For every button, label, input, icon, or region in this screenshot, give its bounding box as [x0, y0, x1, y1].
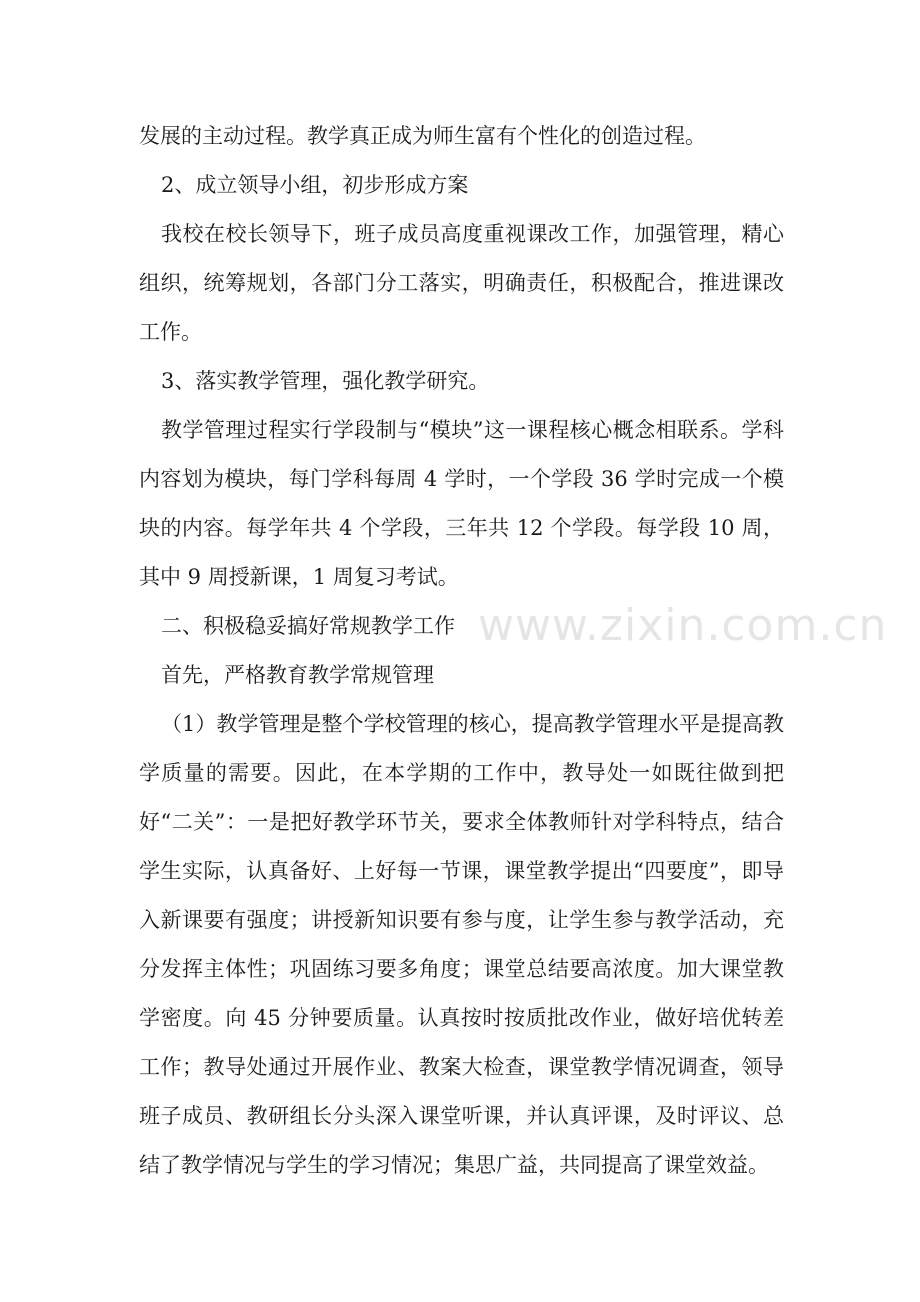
subheading-strict-management: 首先，严格教育教学常规管理: [161, 663, 434, 687]
paragraph: 教学管理过程实行学段制与“模块”这一课程核心概念相联系。学科内容划为模块，每门学科每周 4 学时，一个学段 36 学时完成一个模块的内容。每学年共 4 个学段，三年共 12 个学段。每学段 10 周，其中 9 周授新课，1 周复习考试。: [139, 418, 784, 589]
heading-teaching-management: 3、落实教学管理，强化教学研究。: [161, 369, 490, 393]
body-text: [139, 112, 784, 1190]
heading-establish-leadership-group: 2、成立领导小组，初步形成方案: [161, 173, 469, 197]
paragraph: 发展的主动过程。教学真正成为师生富有个性化的创造过程。: [139, 124, 706, 148]
watermark: www.zixin.com.cn: [478, 600, 888, 651]
paragraph: 我校在校长领导下，班子成员高度重视课改工作，加强管理，精心组织，统筹规划，各部门分工落实，明确责任，积极配合，推进课改工作。: [139, 222, 784, 344]
paragraph: （1）教学管理是整个学校管理的核心，提高教学管理水平是提高教学质量的需要。因此，在本学期的工作中，教导处一如既往做到把好“二关”：一是把好教学环节关，要求全体教师针对学科特点，结合学生实际，认真备好、上好每一节课，课堂教学提出“四要度”，即导入新课要有强度；讲授新知识要有参与度，让学生参与教学活动，充分发挥主体性；巩固练习要多角度；课堂总结要高浓度。加大课堂教学密度。向 45 分钟要质量。认真按时按质批改作业，做好培优转差工作；教导处通过开展作业、教案大检查，课堂教学情况调查，领导班子成员、教研组长分头深入课堂听课，并认真评课，及时评议、总结了教学情况与学生的学习情况；集思广益，共同提高了课堂效益。: [139, 712, 784, 1177]
heading-routine-teaching-work: 二、积极稳妥搞好常规教学工作: [161, 614, 455, 638]
